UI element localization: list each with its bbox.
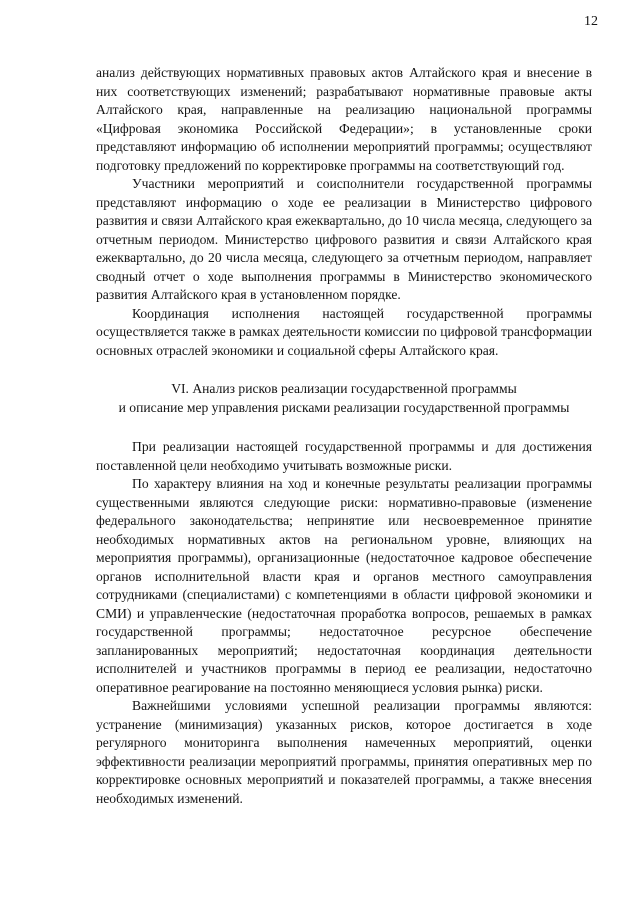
- section-heading-line-2: и описание мер управления рисками реализации государственной программы: [118, 399, 570, 415]
- paragraph-success-conditions: Важнейшими условиями успешной реализации программы являются: устранение (минимизация) указанных рисков, которое достигается в ходе регулярного мониторинга выполнения намеченных мероприятий, оценки эффективности реализации мероприятий программы, принятия оперативных мер по корректировке основных мероприятий и показателей программы, а также внесения необходимых изменений.: [96, 698, 592, 806]
- section-heading-line-1: VI. Анализ рисков реализации государственной программы: [171, 381, 517, 396]
- paragraph-risks-intro: При реализации настоящей государственной программы и для достижения поставленной цели необходимо учитывать возможные риски.: [96, 439, 592, 473]
- document-body: [96, 64, 592, 808]
- paragraph-reporting: Участники мероприятий и соисполнители государственной программы представляют информацию о ходе ее реализации в Министерство цифрового развития и связи Алтайского края ежеквартально, до 10 числа месяца, следующего за отчетным периодом. Министерство цифрового развития и связи Алтайского края ежеквартально, до 20 числа месяца, следующего за отчетным периодом, направляет сводный отчет о ходе выполнения программы в Министерство экономического развития Алтайского края в установленном порядке.: [96, 176, 592, 302]
- paragraph-coordination: Координация исполнения настоящей государственной программы осуществляется также в рамках деятельности комиссии по цифровой трансформации основных отраслей экономики и социальной сферы Алтайского края.: [96, 305, 592, 358]
- page-number: 12: [584, 14, 598, 29]
- paragraph-risk-types: По характеру влияния на ход и конечные результаты реализации программы существенными являются следующие риски: нормативно-правовые (изменение федерального законодательства; непринятие или несвоевременное принятие необходимых нормативных актов на региональном уровне, влияющих на мероприятия программы), организационные (недостаточное кадровое обеспечение органов исполнительной власти края и органов местного самоуправления сотрудниками (специалистами) с компетенциями в области цифровой экономики и СМИ) и управленческие (недостаточная проработка вопросов, решаемых в рамках государственной программы; недостаточное ресурсное обеспечение запланированных мероприятий; недостаточная координация деятельности исполнителей и участников программы в период ее реализации, недостаточно оперативное реагирование на постоянно меняющиеся условия рынка) риски.: [96, 476, 592, 695]
- section-heading: [96, 380, 592, 417]
- paragraph-continuation: анализ действующих нормативных правовых актов Алтайского края и внесение в них соответствующих изменений; разрабатывают нормативные правовые акты Алтайского края, направленные на реализацию национальной программы «Цифровая экономика Российской Федерации»; в установленные сроки представляют информацию об исполнении мероприятий программы; осуществляют подготовку предложений по корректировке программы на соответствующий год.: [96, 65, 592, 173]
